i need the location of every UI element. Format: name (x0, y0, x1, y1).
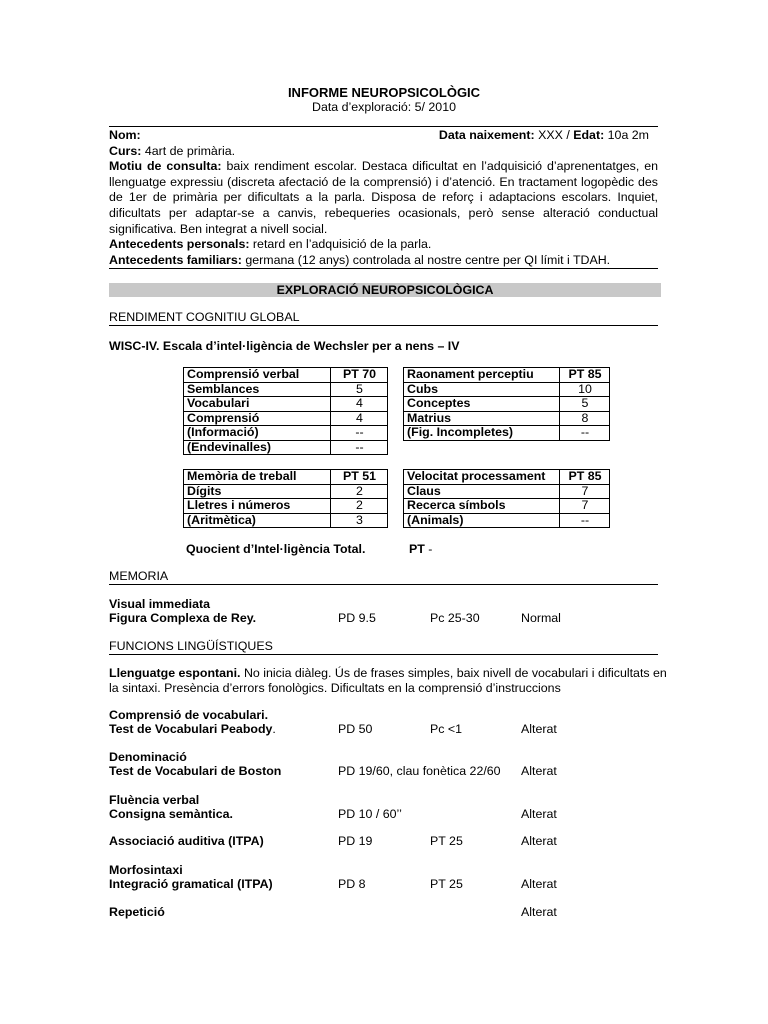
subtest-score: -- (331, 440, 388, 455)
table-header-row (404, 470, 610, 485)
test-pc: Pc <1 (430, 722, 463, 736)
subtest-score: 5 (331, 382, 388, 397)
name-label: Nom: (109, 128, 141, 142)
divider (109, 126, 658, 127)
test-pc: Pc 25-30 (430, 611, 480, 625)
item-title: Denominació (109, 750, 187, 764)
spontaneous-text: No inicia diàleg. Ús de frases simples, baix nivell de vocabulari i dificultats en la sintaxi. Presència d’errors fonològics. Dificultats en la comprensió d’instruccions (109, 666, 667, 695)
subtest-name: Semblances (184, 382, 331, 397)
test-name: Test de Vocabulari Peabody (109, 722, 273, 736)
subtest-name: (Aritmètica) (184, 513, 331, 528)
test-pd: PD 8 (338, 877, 366, 891)
test-result: Normal (521, 611, 561, 625)
verbal-comprehension-table (183, 367, 388, 455)
subtest-score: -- (560, 513, 610, 528)
spontaneous-label: Llenguatge espontani. (109, 666, 241, 680)
spontaneous-language (109, 666, 669, 696)
total-iq-value (409, 542, 432, 556)
patient-info (109, 128, 658, 268)
section-title-bar: EXPLORACIÓ NEUROPSICOLÒGICA (109, 283, 661, 297)
subtest-score: 4 (331, 411, 388, 426)
subtest-score: 5 (560, 397, 610, 412)
table-row (404, 397, 610, 412)
table-row (184, 411, 388, 426)
test-result: Alterat (521, 905, 557, 919)
memory-sub-label: Visual immediata (109, 597, 211, 611)
table-row (184, 426, 388, 441)
test-name: Figura Complexa de Rey. (109, 611, 257, 625)
test-suffix: . (272, 722, 276, 736)
birth-label: Data naixement: (438, 128, 535, 142)
subtest-score: -- (331, 426, 388, 441)
subtest-name: Recerca símbols (404, 499, 560, 514)
table-row (404, 484, 610, 499)
table-header-label: Memòria de treball (184, 470, 331, 485)
test-result: Alterat (521, 722, 557, 736)
test-name: Consigna semàntica. (109, 807, 233, 821)
table-row (184, 499, 388, 514)
test-pd: PD 50 (338, 722, 373, 736)
subtest-name: (Endevinalles) (184, 440, 331, 455)
test-pd: PD 19/60, clau fonètica 22/60 (338, 764, 501, 778)
exploration-date: Data d’exploració: 5/ 2010 (312, 100, 456, 114)
subtest-name: Conceptes (404, 397, 560, 412)
divider (109, 584, 658, 585)
table-header-row (184, 368, 388, 383)
test-pd: PD 10 / 60’’ (338, 807, 402, 821)
table-row (184, 513, 388, 528)
subtest-name: (Informació) (184, 426, 331, 441)
subtest-name: (Fig. Incompletes) (404, 426, 560, 441)
item-title: Comprensió de vocabulari. (109, 708, 269, 722)
subtest-score: 4 (331, 397, 388, 412)
table-row (184, 440, 388, 455)
table-row (404, 382, 610, 397)
test-pt: PT 25 (430, 834, 463, 848)
subtest-score: 3 (331, 513, 388, 528)
memory-heading: MEMORIA (109, 569, 169, 583)
subtest-score: 7 (560, 484, 610, 499)
test-result: Alterat (521, 807, 557, 821)
table-row (404, 499, 610, 514)
birth-age (439, 128, 649, 144)
test-result: Alterat (521, 877, 557, 891)
subtest-score: 10 (560, 382, 610, 397)
subtest-score: -- (560, 426, 610, 441)
test-result: Alterat (521, 764, 557, 778)
family-history-value: germana (12 anys) controlada al nostre centre per QI límit i TDAH. (245, 252, 611, 267)
subtest-score: 2 (331, 484, 388, 499)
subtest-name: Lletres i números (184, 499, 331, 514)
table-header-score: PT 70 (331, 368, 388, 383)
subtest-score: 7 (560, 499, 610, 514)
table-header-row (404, 368, 610, 383)
cognitive-heading: RENDIMENT COGNITIU GLOBAL (109, 310, 300, 324)
divider (109, 654, 658, 655)
table-row (404, 426, 610, 441)
subtest-score: 2 (331, 499, 388, 514)
course-value: 4art de primària. (144, 143, 236, 158)
processing-speed-table (403, 469, 610, 528)
birth-value: XXX / (538, 128, 570, 142)
item-title: Morfosintaxi (109, 863, 183, 877)
divider (109, 325, 658, 326)
test-result: Alterat (521, 834, 557, 848)
subtest-name: Matrius (404, 411, 560, 426)
language-heading: FUNCIONS LINGÜÍSTIQUES (109, 639, 273, 653)
table-row (184, 397, 388, 412)
subtest-name: Claus (404, 484, 560, 499)
test-pd: PD 9.5 (338, 611, 376, 625)
table-header-label: Velocitat processament (404, 470, 560, 485)
table-row (184, 484, 388, 499)
total-iq-pt-label: PT (409, 542, 425, 556)
total-iq-pt-value: - (428, 542, 433, 556)
subtest-score: 8 (560, 411, 610, 426)
reason-label: Motiu de consulta: (109, 159, 222, 174)
report-title: INFORME NEUROPSICOLÒGIC (287, 85, 481, 100)
family-history-label: Antecedents familiars: (109, 252, 242, 267)
reason-value: baix rendiment escolar. Destaca dificultat en l’adquisició d’aprenentatges, en llenguatge expressiu (discreta afectació de la comprensió) i d’atenció. En tractament logopèdic des de 1er de primària per dificultats a la parla. Disposa de reforç i adaptacions escolars. Inquiet, dificultats per adaptar-se a canvis, rebequeries ocasionals, però sense alteració conductual significativa. Ben integrat a nivell social. (109, 159, 659, 236)
course-label: Curs: (109, 143, 142, 158)
subtest-name: Comprensió (184, 411, 331, 426)
test-name: Integració gramatical (ITPA) (109, 877, 273, 891)
subtest-name: (Animals) (404, 513, 560, 528)
total-iq-label: Quocient d’Intel·ligència Total. (186, 542, 366, 556)
table-header-score: PT 85 (560, 368, 610, 383)
table-header-score: PT 51 (331, 470, 388, 485)
table-header-label: Comprensió verbal (184, 368, 331, 383)
wisc-title: WISC-IV. Escala d’intel·ligència de Wechsler per a nens – IV (109, 339, 460, 353)
working-memory-table (183, 469, 388, 528)
test-pd: PD 19 (338, 834, 373, 848)
test-name: Test de Vocabulari de Boston (109, 764, 282, 778)
table-header-row (184, 470, 388, 485)
test-pt: PT 25 (430, 877, 463, 891)
personal-history-label: Antecedents personals: (109, 237, 250, 252)
subtest-name: Vocabulari (184, 397, 331, 412)
table-row (404, 411, 610, 426)
subtest-name: Dígits (184, 484, 331, 499)
table-row (184, 382, 388, 397)
personal-history-value: retard en l’adquisició de la parla. (252, 237, 432, 252)
table-row (404, 513, 610, 528)
subtest-name: Cubs (404, 382, 560, 397)
test-name: Associació auditiva (ITPA) (109, 834, 264, 848)
age-label: Edat: (573, 128, 605, 142)
perceptual-reasoning-table (403, 367, 610, 441)
divider (109, 268, 658, 269)
age-value: 10a 2m (607, 128, 649, 142)
item-title: Fluència verbal (109, 793, 200, 807)
table-header-label: Raonament perceptiu (404, 368, 560, 383)
table-header-score: PT 85 (560, 470, 610, 485)
test-name: Repetició (109, 905, 165, 919)
